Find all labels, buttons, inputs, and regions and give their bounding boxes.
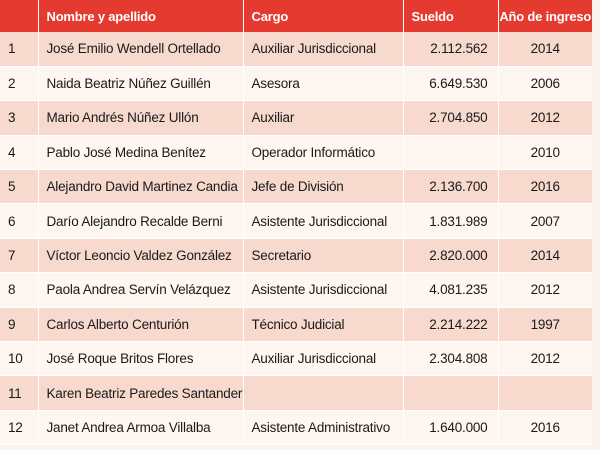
header-sueldo: Sueldo — [403, 0, 498, 32]
row-name: Darío Alejandro Recalde Berni — [38, 204, 243, 238]
row-sueldo — [403, 376, 498, 410]
row-anio: 1997 — [498, 307, 592, 341]
row-cargo — [243, 376, 403, 410]
row-cargo: Asesora — [243, 66, 403, 100]
row-name: Pablo José Medina Benítez — [38, 135, 243, 169]
header-name: Nombre y apellido — [38, 0, 243, 32]
header-cargo: Cargo — [243, 0, 403, 32]
row-cargo: Auxiliar — [243, 101, 403, 135]
row-number: 2 — [0, 66, 38, 100]
row-sueldo: 2.820.000 — [403, 238, 498, 272]
row-number: 1 — [0, 32, 38, 66]
table-row — [0, 170, 592, 204]
row-cargo: Operador Informático — [243, 135, 403, 169]
table-row — [0, 342, 592, 376]
row-sueldo: 6.649.530 — [403, 66, 498, 100]
row-name: José Roque Britos Flores — [38, 342, 243, 376]
header-number — [0, 0, 38, 32]
table-row — [0, 66, 592, 100]
table-row — [0, 307, 592, 341]
row-name: Víctor Leoncio Valdez González — [38, 238, 243, 272]
row-cargo: Jefe de División — [243, 170, 403, 204]
row-cargo: Asistente Administrativo — [243, 410, 403, 444]
header-anio: Año de ingreso — [499, 8, 592, 24]
row-number: 4 — [0, 135, 38, 169]
row-sueldo: 2.704.850 — [403, 101, 498, 135]
row-name: José Emilio Wendell Ortellado — [38, 32, 243, 66]
table-row — [0, 101, 592, 135]
row-sueldo: 1.831.989 — [403, 204, 498, 238]
row-cargo: Secretario — [243, 238, 403, 272]
row-number: 11 — [0, 376, 38, 410]
row-anio: 2012 — [498, 273, 592, 307]
row-sueldo: 2.112.562 — [403, 32, 498, 66]
row-cargo: Auxiliar Jurisdiccional — [243, 32, 403, 66]
row-cargo: Técnico Judicial — [243, 307, 403, 341]
row-number: 12 — [0, 410, 38, 444]
row-number: 7 — [0, 238, 38, 272]
row-number: 8 — [0, 273, 38, 307]
row-anio: 2007 — [498, 204, 592, 238]
row-sueldo: 2.136.700 — [403, 170, 498, 204]
table-row — [0, 204, 592, 238]
row-cargo: Auxiliar Jurisdiccional — [243, 342, 403, 376]
row-sueldo: 1.640.000 — [403, 410, 498, 444]
table-header-row — [0, 0, 592, 32]
row-anio: 2016 — [498, 410, 592, 444]
row-sueldo: 4.081.235 — [403, 273, 498, 307]
row-number: 6 — [0, 204, 38, 238]
row-name: Karen Beatriz Paredes Santander — [38, 376, 243, 410]
row-number: 9 — [0, 307, 38, 341]
row-anio: 2014 — [498, 32, 592, 66]
table-row — [0, 273, 592, 307]
row-number: 3 — [0, 101, 38, 135]
row-name: Naida Beatriz Núñez Guillén — [38, 66, 243, 100]
row-anio: 2006 — [498, 66, 592, 100]
row-name: Paola Andrea Servín Velázquez — [38, 273, 243, 307]
row-number: 5 — [0, 170, 38, 204]
row-number: 10 — [0, 342, 38, 376]
row-anio: 2010 — [498, 135, 592, 169]
row-anio — [498, 376, 592, 410]
row-anio: 2014 — [498, 238, 592, 272]
table-row — [0, 135, 592, 169]
row-sueldo — [403, 135, 498, 169]
row-sueldo: 2.304.808 — [403, 342, 498, 376]
table-row — [0, 32, 592, 66]
row-name: Mario Andrés Núñez Ullón — [38, 101, 243, 135]
row-cargo: Asistente Jurisdiccional — [243, 204, 403, 238]
row-anio: 2012 — [498, 342, 592, 376]
table-row — [0, 410, 592, 444]
row-anio: 2012 — [498, 101, 592, 135]
row-name: Janet Andrea Armoa Villalba — [38, 410, 243, 444]
table-row — [0, 238, 592, 272]
row-sueldo: 2.214.222 — [403, 307, 498, 341]
table-row — [0, 376, 592, 410]
row-name: Carlos Alberto Centurión — [38, 307, 243, 341]
row-cargo: Asistente Jurisdiccional — [243, 273, 403, 307]
row-name: Alejandro David Martinez Candia — [38, 170, 243, 204]
row-anio: 2016 — [498, 170, 592, 204]
table-body — [0, 32, 592, 445]
